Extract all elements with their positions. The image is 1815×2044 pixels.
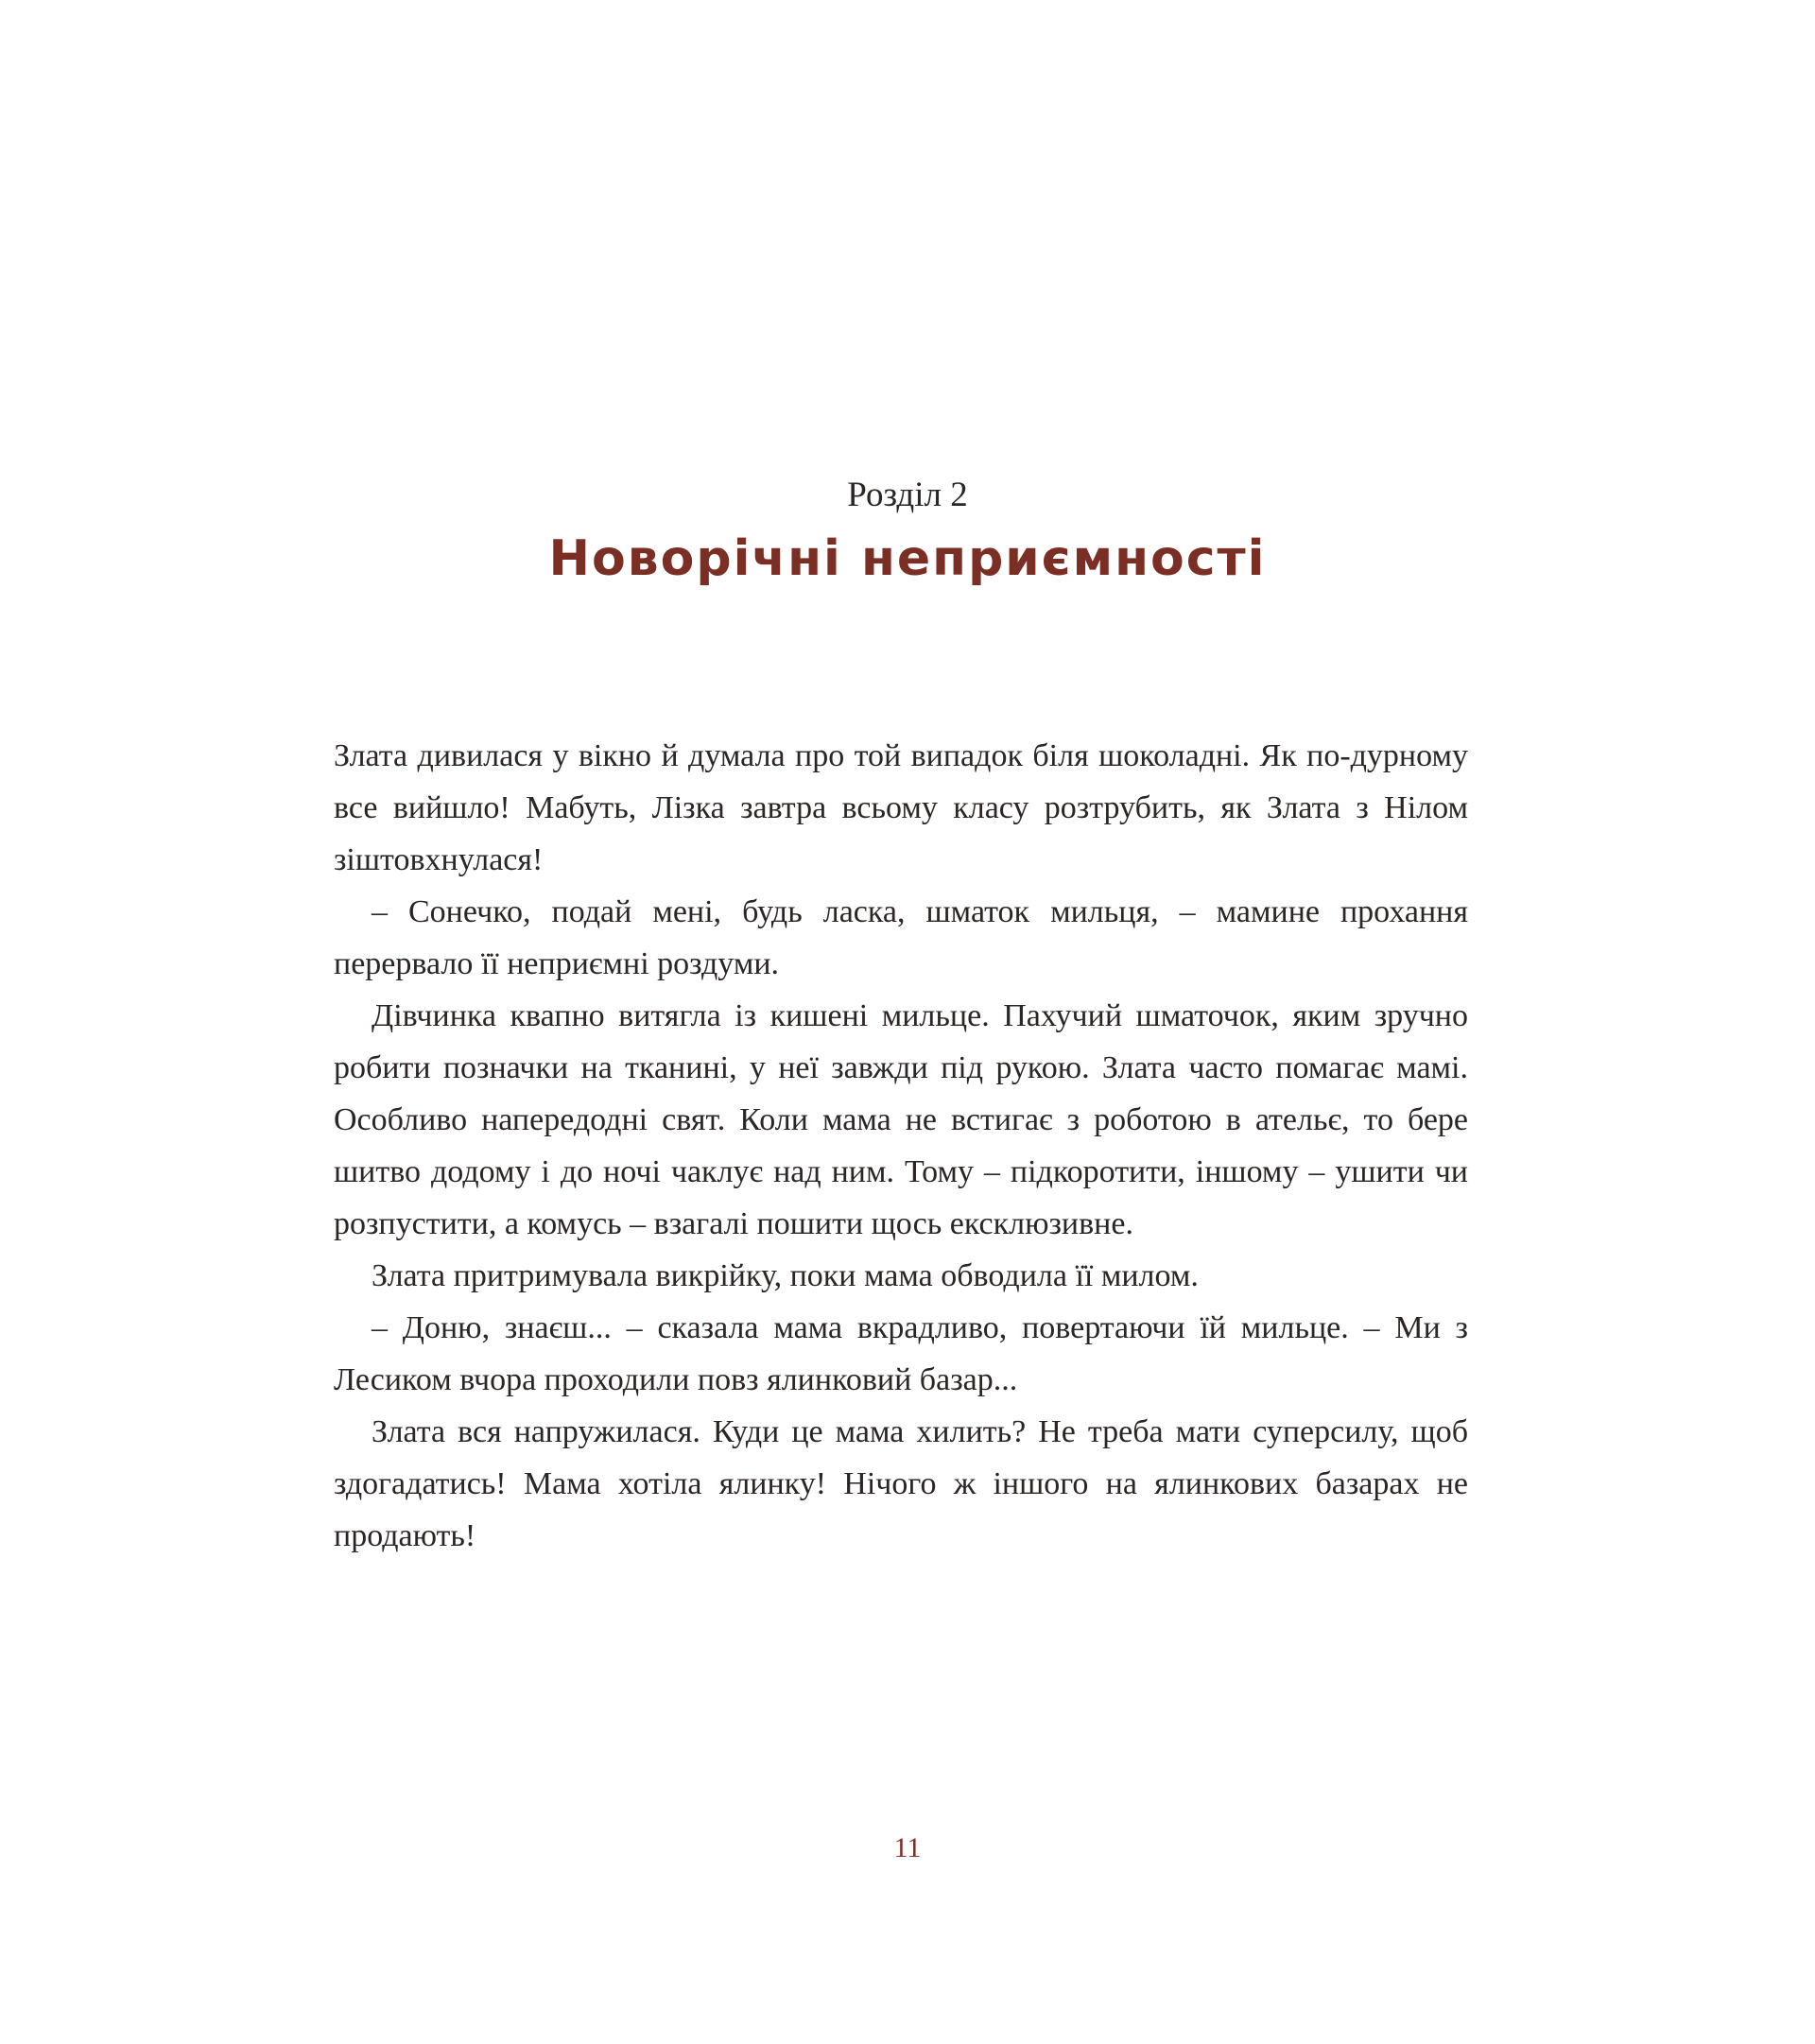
page-number: 11 [893,1832,922,1863]
paragraph-3: Дівчинка квапно витягла із кишені мильце. Пахучий шматочок, яким зручно робити позначки на тканині, у неї завжди під рукою. Злата часто помагає мамі. Особливо напередодні свят. Коли мама не встигає з роботою в ательє, то бере шитво додому і до ночі чаклує над ним. Тому – підкоротити, іншому – ушити чи розпустити, а комусь – взагалі пошити щось ексклюзивне. [334,998,1468,1241]
paragraph-1: Злата дивилася у вікно й думала про той випадок біля шоколадні. Як по-дурному все вийшло! Мабуть, Лізка завтра всьому класу розтрубить, як Злата з Нілом зіштовхнулася! [334,738,1468,877]
paragraph-6: Злата вся напружилася. Куди це мама хилить? Не треба мати суперсилу, щоб здогадатись! Мама хотіла ялинку! Нічого ж іншого на ялинкових базарах не продають! [334,1414,1468,1553]
paragraph-2: – Сонечко, подай мені, будь ласка, шматок мильця, – мамине прохання перервало її неприємні роздуми. [334,894,1468,981]
chapter-body [334,730,1468,1562]
chapter-label: Розділ 2 [847,476,968,514]
paragraph-4: Злата притримувала викрійку, поки мама обводила її милом. [372,1258,1199,1293]
paragraph-5: – Доню, знаєш... – сказала мама вкрадливо, повертаючи їй мильце. – Ми з Лесиком вчора проходили повз ялинковий базар... [334,1310,1468,1397]
chapter-title: Новорічні неприємності [548,530,1267,587]
